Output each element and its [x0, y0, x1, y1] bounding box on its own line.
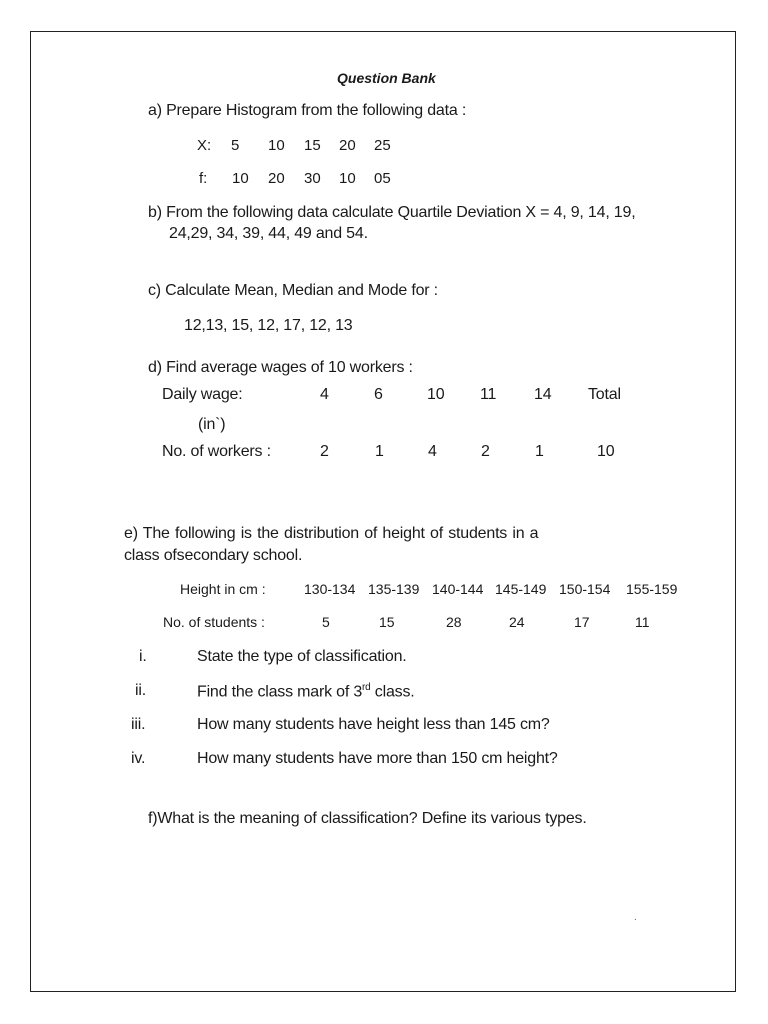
question-b-line2: 24,29, 34, 39, 44, 49 and 54. [169, 225, 368, 242]
page-title: Question Bank [337, 70, 436, 86]
f-value: 10 [339, 170, 356, 187]
f-value: 30 [304, 170, 321, 187]
sub-question-text: How many students have more than 150 cm height? [197, 750, 558, 767]
height-range: 135-139 [368, 581, 420, 597]
sub-question-number: iii. [131, 716, 146, 733]
wage-total-label: Total [588, 386, 621, 403]
question-d: d) Find average wages of 10 workers : [148, 359, 413, 376]
workers-label: No. of workers : [162, 443, 271, 460]
question-f: f)What is the meaning of classification? Define its various types. [148, 810, 587, 827]
students-value: 5 [322, 614, 330, 630]
sub-question-text: How many students have height less than 145 cm? [197, 716, 550, 733]
question-e-line1: e) The following is the distribution of height of students in a [124, 525, 539, 542]
sub-question-number: iv. [131, 750, 146, 767]
height-range: 130-134 [304, 581, 356, 597]
wage-value: 6 [374, 386, 383, 403]
students-value: 15 [379, 614, 395, 630]
stray-dot: . [634, 912, 637, 923]
x-label: X: [197, 137, 212, 154]
workers-value: 4 [428, 443, 437, 460]
question-e-line2: class ofsecondary school. [124, 547, 303, 564]
wage-value: 14 [534, 386, 552, 403]
students-value: 17 [574, 614, 590, 630]
question-c-data: 12,13, 15, 12, 17, 12, 13 [184, 317, 353, 334]
height-range: 150-154 [559, 581, 611, 597]
x-value: 25 [374, 137, 391, 154]
height-range: 155-159 [626, 581, 678, 597]
question-c: c) Calculate Mean, Median and Mode for : [148, 282, 438, 299]
students-value: 28 [446, 614, 462, 630]
wage-value: 10 [427, 386, 445, 403]
f-label: f: [199, 170, 208, 187]
students-value: 11 [635, 614, 650, 630]
workers-value: 1 [535, 443, 544, 460]
question-b-line1: b) From the following data calculate Quartile Deviation X = 4, 9, 14, 19, [148, 204, 636, 221]
sub-question-text: Find the class mark of 3rd class. [197, 682, 415, 701]
workers-value: 2 [481, 443, 490, 460]
f-value: 10 [232, 170, 249, 187]
wage-unit: (in`) [198, 416, 226, 433]
x-value: 20 [339, 137, 356, 154]
students-label: No. of students : [163, 614, 265, 630]
workers-value: 1 [375, 443, 384, 460]
x-value: 5 [231, 137, 240, 154]
students-value: 24 [509, 614, 525, 630]
f-value: 05 [374, 170, 391, 187]
x-value: 15 [304, 137, 321, 154]
sub-question-text: State the type of classification. [197, 648, 407, 665]
x-value: 10 [268, 137, 285, 154]
wage-value: 11 [480, 386, 497, 403]
height-label: Height in cm : [180, 581, 266, 597]
sub-question-number: ii. [135, 682, 146, 699]
height-range: 145-149 [495, 581, 547, 597]
sub-question-number: i. [139, 648, 147, 665]
daily-wage-label: Daily wage: [162, 386, 243, 403]
question-a: a) Prepare Histogram from the following data : [148, 102, 467, 119]
f-value: 20 [268, 170, 285, 187]
workers-value: 2 [320, 443, 329, 460]
workers-total: 10 [597, 443, 615, 460]
wage-value: 4 [320, 386, 329, 403]
height-range: 140-144 [432, 581, 484, 597]
